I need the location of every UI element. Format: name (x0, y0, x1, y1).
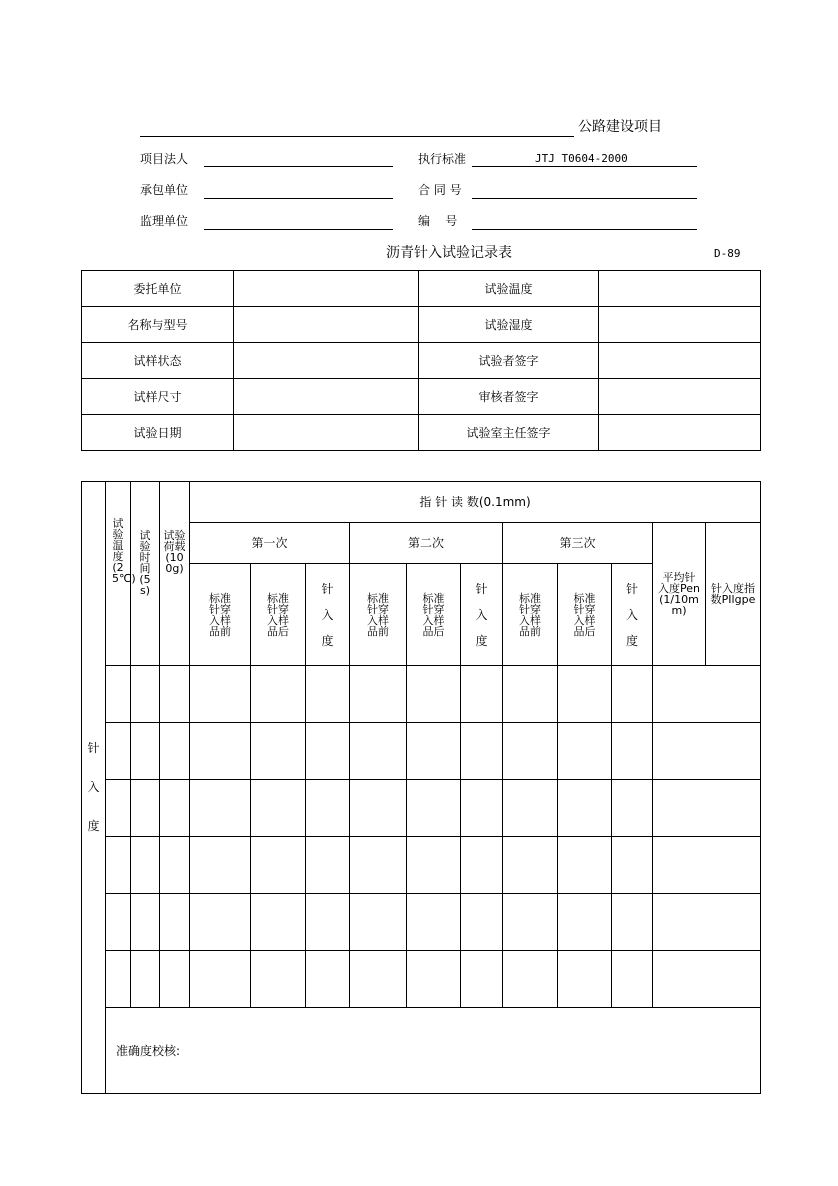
sub-pen (461, 564, 503, 666)
data-cell[interactable] (306, 951, 350, 1008)
data-cell[interactable] (251, 723, 306, 780)
project-suffix: 公路建设项目 (578, 119, 662, 135)
data-cell[interactable] (131, 837, 160, 894)
data-cell[interactable] (461, 951, 503, 1008)
info-label: 试验者签字 (419, 343, 599, 379)
pen-char: 度 (321, 633, 334, 648)
round-3: 第三次 (503, 523, 653, 564)
sub-before: 标准针穿入样品前 (209, 591, 231, 638)
data-cell[interactable] (503, 723, 558, 780)
form-title: 沥青针入试验记录表 (386, 245, 512, 261)
info-value[interactable] (599, 415, 761, 451)
data-cell[interactable] (612, 837, 653, 894)
field-label-owner: 项目法人 (140, 152, 189, 166)
pen-char: 针 (475, 581, 488, 596)
owner-field[interactable] (204, 166, 393, 167)
table-row (82, 951, 761, 1008)
side-label (82, 482, 106, 1094)
data-cell[interactable] (503, 666, 558, 723)
info-value[interactable] (599, 271, 761, 307)
data-cell[interactable] (612, 951, 653, 1008)
info-label: 试验湿度 (419, 307, 599, 343)
data-cell[interactable] (306, 780, 350, 837)
data-cell[interactable] (306, 666, 350, 723)
data-cell[interactable] (131, 894, 160, 951)
data-cell[interactable] (407, 837, 461, 894)
side-char: 度 (87, 819, 100, 833)
info-value[interactable] (599, 379, 761, 415)
data-cell[interactable] (407, 666, 461, 723)
sub-after: 标准针穿入样品后 (573, 591, 596, 638)
data-cell[interactable] (251, 837, 306, 894)
data-cell[interactable] (306, 837, 350, 894)
data-cell[interactable] (251, 894, 306, 951)
data-cell[interactable] (160, 951, 190, 1008)
data-cell[interactable] (131, 666, 160, 723)
pen-char: 度 (625, 633, 638, 648)
data-cell[interactable] (190, 894, 251, 951)
info-value[interactable] (234, 343, 419, 379)
standard-field[interactable] (472, 166, 697, 167)
sub-pen (306, 564, 350, 666)
sub-before: 标准针穿入样品前 (519, 591, 541, 638)
reading-header: 指 针 读 数(0.1mm) (190, 482, 761, 523)
avg-pi-cell[interactable] (653, 894, 761, 951)
info-label: 试验日期 (82, 415, 234, 451)
data-cell[interactable] (251, 951, 306, 1008)
avg-pi-cell[interactable] (653, 780, 761, 837)
contract-field[interactable] (472, 198, 697, 199)
col-temp: 试验温度(25℃) (112, 517, 136, 585)
data-cell[interactable] (350, 666, 407, 723)
side-char: 针 (87, 741, 100, 755)
data-cell[interactable] (612, 666, 653, 723)
info-label: 名称与型号 (82, 307, 234, 343)
data-cell[interactable] (558, 666, 612, 723)
data-cell[interactable] (106, 780, 131, 837)
data-cell[interactable] (350, 894, 407, 951)
data-cell[interactable] (106, 837, 131, 894)
data-cell[interactable] (461, 723, 503, 780)
info-table (81, 270, 761, 451)
info-value[interactable] (234, 379, 419, 415)
sub-pen (612, 564, 653, 666)
data-cell[interactable] (350, 837, 407, 894)
table-row (82, 837, 761, 894)
pen-char: 针 (625, 581, 638, 596)
data-cell[interactable] (350, 723, 407, 780)
info-label: 试验室主任签字 (419, 415, 599, 451)
data-cell[interactable] (461, 666, 503, 723)
round-1: 第一次 (190, 523, 350, 564)
data-cell[interactable] (190, 780, 251, 837)
info-value[interactable] (599, 307, 761, 343)
sub-after: 标准针穿入样品后 (267, 591, 289, 638)
data-cell[interactable] (503, 951, 558, 1008)
data-cell[interactable] (190, 723, 251, 780)
pen-char: 针 (321, 581, 334, 596)
data-cell[interactable] (251, 666, 306, 723)
data-cell[interactable] (407, 780, 461, 837)
accuracy-check-label: 准确度校核: (116, 1043, 181, 1058)
data-cell[interactable] (612, 894, 653, 951)
penetration-table (81, 481, 761, 1094)
info-label: 委托单位 (82, 271, 234, 307)
info-label: 审核者签字 (419, 379, 599, 415)
round-2: 第二次 (350, 523, 503, 564)
data-cell[interactable] (160, 780, 190, 837)
data-cell[interactable] (612, 723, 653, 780)
data-cell[interactable] (106, 666, 131, 723)
info-row (82, 271, 761, 307)
data-cell[interactable] (306, 723, 350, 780)
data-cell[interactable] (251, 780, 306, 837)
data-cell[interactable] (106, 951, 131, 1008)
sub-before: 标准针穿入样品前 (367, 591, 389, 638)
data-cell[interactable] (461, 837, 503, 894)
contractor-field[interactable] (204, 198, 393, 199)
data-cell[interactable] (503, 837, 558, 894)
avg-pi-cell[interactable] (653, 666, 761, 723)
field-label-contract: 合 同 号 (418, 183, 462, 197)
field-label-supervisor: 监理单位 (140, 214, 189, 228)
data-cell[interactable] (106, 894, 131, 951)
data-cell[interactable] (190, 666, 251, 723)
avg-pi-cell[interactable] (653, 951, 761, 1008)
data-cell[interactable] (503, 780, 558, 837)
info-row (82, 415, 761, 451)
accuracy-check[interactable] (106, 1008, 761, 1094)
data-cell[interactable] (503, 894, 558, 951)
data-cell[interactable] (407, 723, 461, 780)
supervisor-field[interactable] (204, 229, 393, 230)
form-code: D-89 (714, 247, 741, 260)
data-cell[interactable] (350, 951, 407, 1008)
info-label: 试验温度 (419, 271, 599, 307)
data-cell[interactable] (461, 780, 503, 837)
data-cell[interactable] (131, 951, 160, 1008)
info-value[interactable] (599, 343, 761, 379)
side-char: 入 (87, 780, 100, 794)
data-cell[interactable] (160, 837, 190, 894)
info-row (82, 343, 761, 379)
info-label: 试样状态 (82, 343, 234, 379)
data-cell[interactable] (612, 780, 653, 837)
data-cell[interactable] (190, 951, 251, 1008)
field-label-number: 编 号 (418, 214, 458, 228)
info-value[interactable] (234, 271, 419, 307)
data-cell[interactable] (407, 951, 461, 1008)
data-cell[interactable] (558, 780, 612, 837)
info-row (82, 307, 761, 343)
info-value[interactable] (234, 415, 419, 451)
data-cell[interactable] (558, 894, 612, 951)
col-time: 试验时间(5s) (139, 529, 151, 597)
table-row (82, 894, 761, 951)
table-row (82, 666, 761, 723)
avg-pi-cell[interactable] (653, 837, 761, 894)
table-row (82, 723, 761, 780)
avg-pen-header: 平均针入度Pen(1/10mm) (658, 571, 700, 617)
table-row (82, 780, 761, 837)
data-cell[interactable] (350, 780, 407, 837)
pi-header: 针入度指数PIlgpe (710, 582, 756, 606)
pen-char: 入 (321, 607, 334, 622)
data-cell[interactable] (160, 666, 190, 723)
number-field[interactable] (472, 229, 697, 230)
data-cell[interactable] (558, 723, 612, 780)
pen-char: 入 (475, 607, 488, 622)
avg-pi-cell[interactable] (653, 723, 761, 780)
data-cell[interactable] (190, 837, 251, 894)
data-cell[interactable] (131, 723, 160, 780)
data-cell[interactable] (558, 951, 612, 1008)
project-name-line[interactable] (140, 136, 574, 137)
data-cell[interactable] (160, 723, 190, 780)
data-cell[interactable] (131, 780, 160, 837)
info-row (82, 379, 761, 415)
standard-value: JTJ T0604-2000 (535, 152, 628, 165)
data-cell[interactable] (407, 894, 461, 951)
data-cell[interactable] (306, 894, 350, 951)
data-cell[interactable] (106, 723, 131, 780)
data-cell[interactable] (461, 894, 503, 951)
data-cell[interactable] (160, 894, 190, 951)
pen-char: 入 (625, 607, 638, 622)
field-label-contractor: 承包单位 (140, 183, 189, 197)
sub-after: 标准针穿入样品后 (422, 591, 445, 638)
pen-char: 度 (475, 633, 488, 648)
field-label-standard: 执行标准 (418, 152, 467, 166)
info-label: 试样尺寸 (82, 379, 234, 415)
data-cell[interactable] (558, 837, 612, 894)
col-load: 试验荷载(100g) (163, 529, 186, 575)
info-value[interactable] (234, 307, 419, 343)
